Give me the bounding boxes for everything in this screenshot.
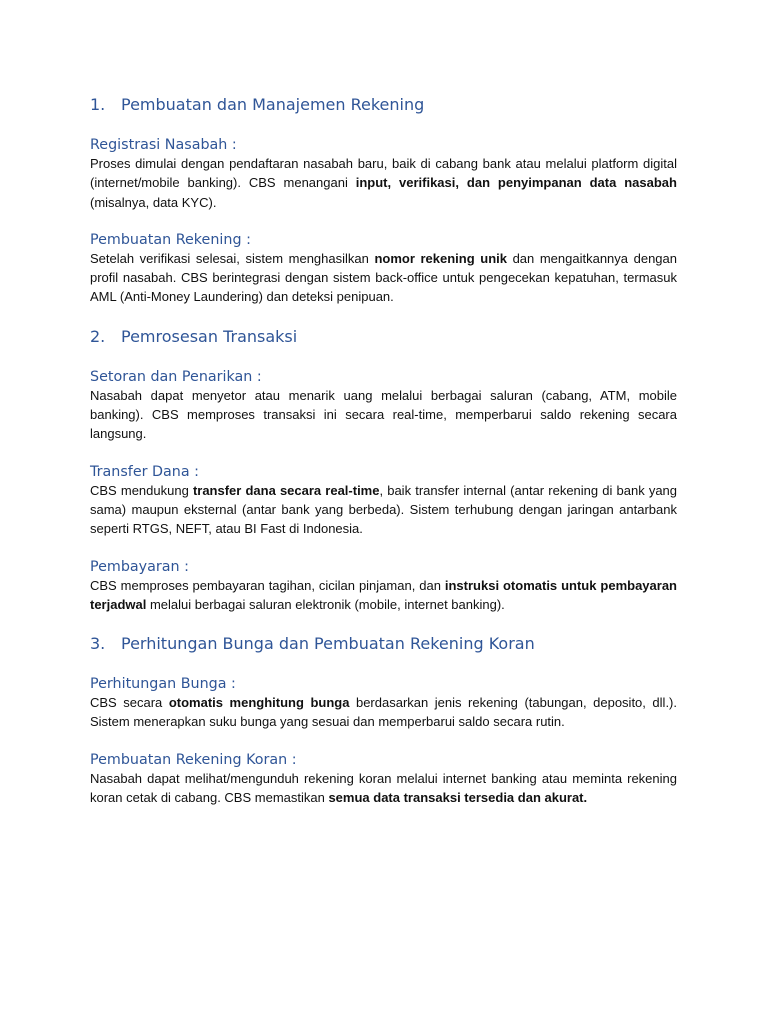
subsection-heading: Transfer Dana : [90,463,199,480]
text-run: melalui berbagai saluran elektronik (mobile, internet banking). [146,596,505,612]
subsection-heading: Perhitungan Bunga : [90,676,236,693]
subsection-heading: Setoran dan Penarikan : [90,368,262,385]
bold-text: transfer dana secara real-time [192,482,380,498]
text-run: CBS memproses pembayaran tagihan, cicilan pinjaman, dan [90,577,445,593]
bold-text: instruksi otomatis untuk pembayaran terjadwal [90,577,677,612]
paragraph [90,693,677,732]
section-heading [90,633,677,655]
section-title: Pemrosesan Transaksi [121,326,298,346]
section-number: 3. [90,634,106,654]
text-run: CBS mendukung [90,482,193,498]
section-title: Pembuatan dan Manajemen Rekening [121,95,425,114]
paragraph [90,249,677,307]
text-run: CBS secara [90,695,169,711]
text-run: (misalnya, data KYC). [90,194,217,210]
paragraph [90,769,677,808]
text-run: Proses dimulai dengan pendaftaran nasabah baru, baik di cabang bank atau melalui platform digital (internet/mobile banking). CBS menangani [90,156,677,191]
subsection-heading: Registrasi Nasabah : [90,137,237,153]
paragraph [90,154,677,212]
section-number: 2. [90,326,106,346]
paragraph [90,481,677,539]
subsection-heading: Pembuatan Rekening Koran : [90,751,297,768]
section-heading [90,326,677,348]
text-run: berdasarkan jenis rekening (tabungan, deposito, dll.). Sistem menerapkan suku bunga yang sesuai dan memperbarui saldo secara rutin. [90,695,677,730]
bold-text: semua data transaksi tersedia dan akurat. [328,790,588,806]
document-page [90,94,677,826]
section-number: 1. [90,95,106,114]
text-run: Nasabah dapat melihat/mengunduh rekening koran melalui internet banking atau meminta rekening koran cetak di cabang. CBS memastikan [90,770,677,806]
bold-text: input, verifikasi, dan penyimpanan data nasabah [355,175,677,191]
section-title: Perhitungan Bunga dan Pembuatan Rekening Koran [121,634,535,654]
subsection-heading: Pembayaran : [90,558,189,575]
text-run: Nasabah dapat menyetor atau menarik uang melalui berbagai saluran (cabang, ATM, mobile banking). CBS memproses transaksi ini secara real-time, memperbarui saldo rekening secara langsung. [90,387,677,442]
text-run: , baik transfer internal (antar rekening di bank yang sama) maupun eksternal (antar bank yang berbeda). Sistem terhubung dengan jaringan antarbank seperti RTGS, NEFT, atau BI Fast di Indonesia. [90,482,678,537]
bold-text: nomor rekening unik [374,250,507,266]
section-heading [90,94,677,116]
subsection-heading: Pembuatan Rekening : [90,231,251,248]
bold-text: otomatis menghitung bunga [168,695,350,711]
paragraph [90,386,677,444]
text-run: Setelah verifikasi selesai, sistem menghasilkan [90,250,375,266]
text-run: dan mengaitkannya dengan profil nasabah. CBS berintegrasi dengan sistem back-office untuk pengecekan kepatuhan, termasuk AML (Anti-Money Laundering) dan deteksi penipuan. [90,250,677,305]
paragraph [90,576,677,615]
